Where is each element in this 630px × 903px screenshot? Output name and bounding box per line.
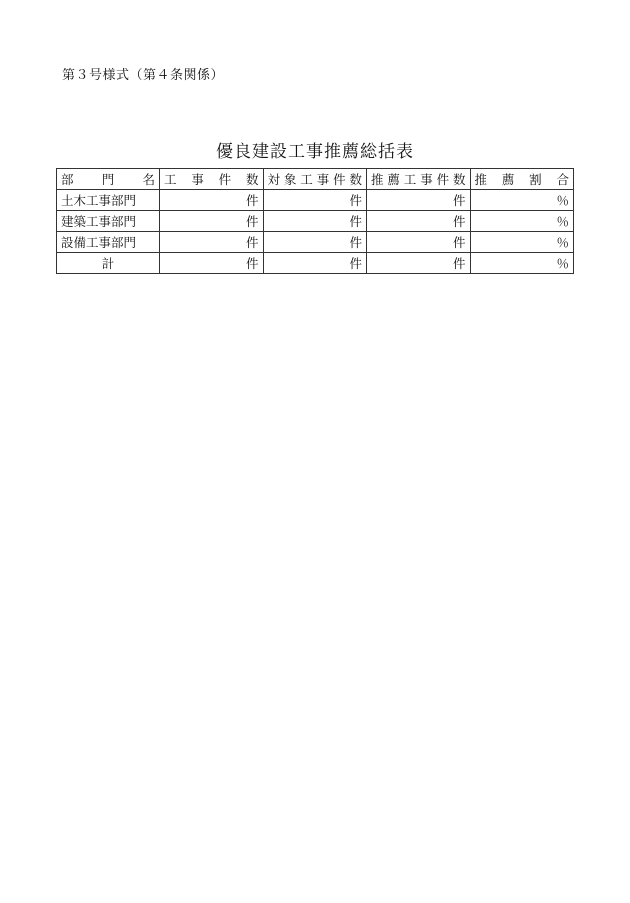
row-recommended-count: 件 [367,190,471,211]
summary-table [56,168,574,274]
table-header-row [57,169,574,190]
row-department: 設備工事部門 [57,232,160,253]
row-recommend-ratio: ％ [470,211,574,232]
row-work-count: 件 [160,232,264,253]
table-total-row [57,253,574,274]
table-row [57,232,574,253]
row-target-count: 件 [263,190,367,211]
document-title: 優良建設工事推薦総括表 [216,142,414,162]
table-row [57,190,574,211]
header-department: 部門名 [57,169,160,190]
total-recommend-ratio: ％ [470,253,574,274]
row-target-count: 件 [263,211,367,232]
total-recommended-count: 件 [367,253,471,274]
row-work-count: 件 [160,211,264,232]
total-target-count: 件 [263,253,367,274]
row-recommended-count: 件 [367,211,471,232]
row-target-count: 件 [263,232,367,253]
total-work-count: 件 [160,253,264,274]
row-work-count: 件 [160,190,264,211]
form-number-label: 第３号様式（第４条関係） [62,68,225,83]
header-recommended-count: 推薦工事件数 [367,169,471,190]
row-department: 土木工事部門 [57,190,160,211]
row-recommend-ratio: ％ [470,232,574,253]
header-target-count: 対象工事件数 [263,169,367,190]
total-label: 計 [57,253,160,274]
row-recommended-count: 件 [367,232,471,253]
row-department: 建築工事部門 [57,211,160,232]
header-recommend-ratio: 推薦割合 [470,169,574,190]
header-work-count: 工事件数 [160,169,264,190]
table-row [57,211,574,232]
row-recommend-ratio: ％ [470,190,574,211]
